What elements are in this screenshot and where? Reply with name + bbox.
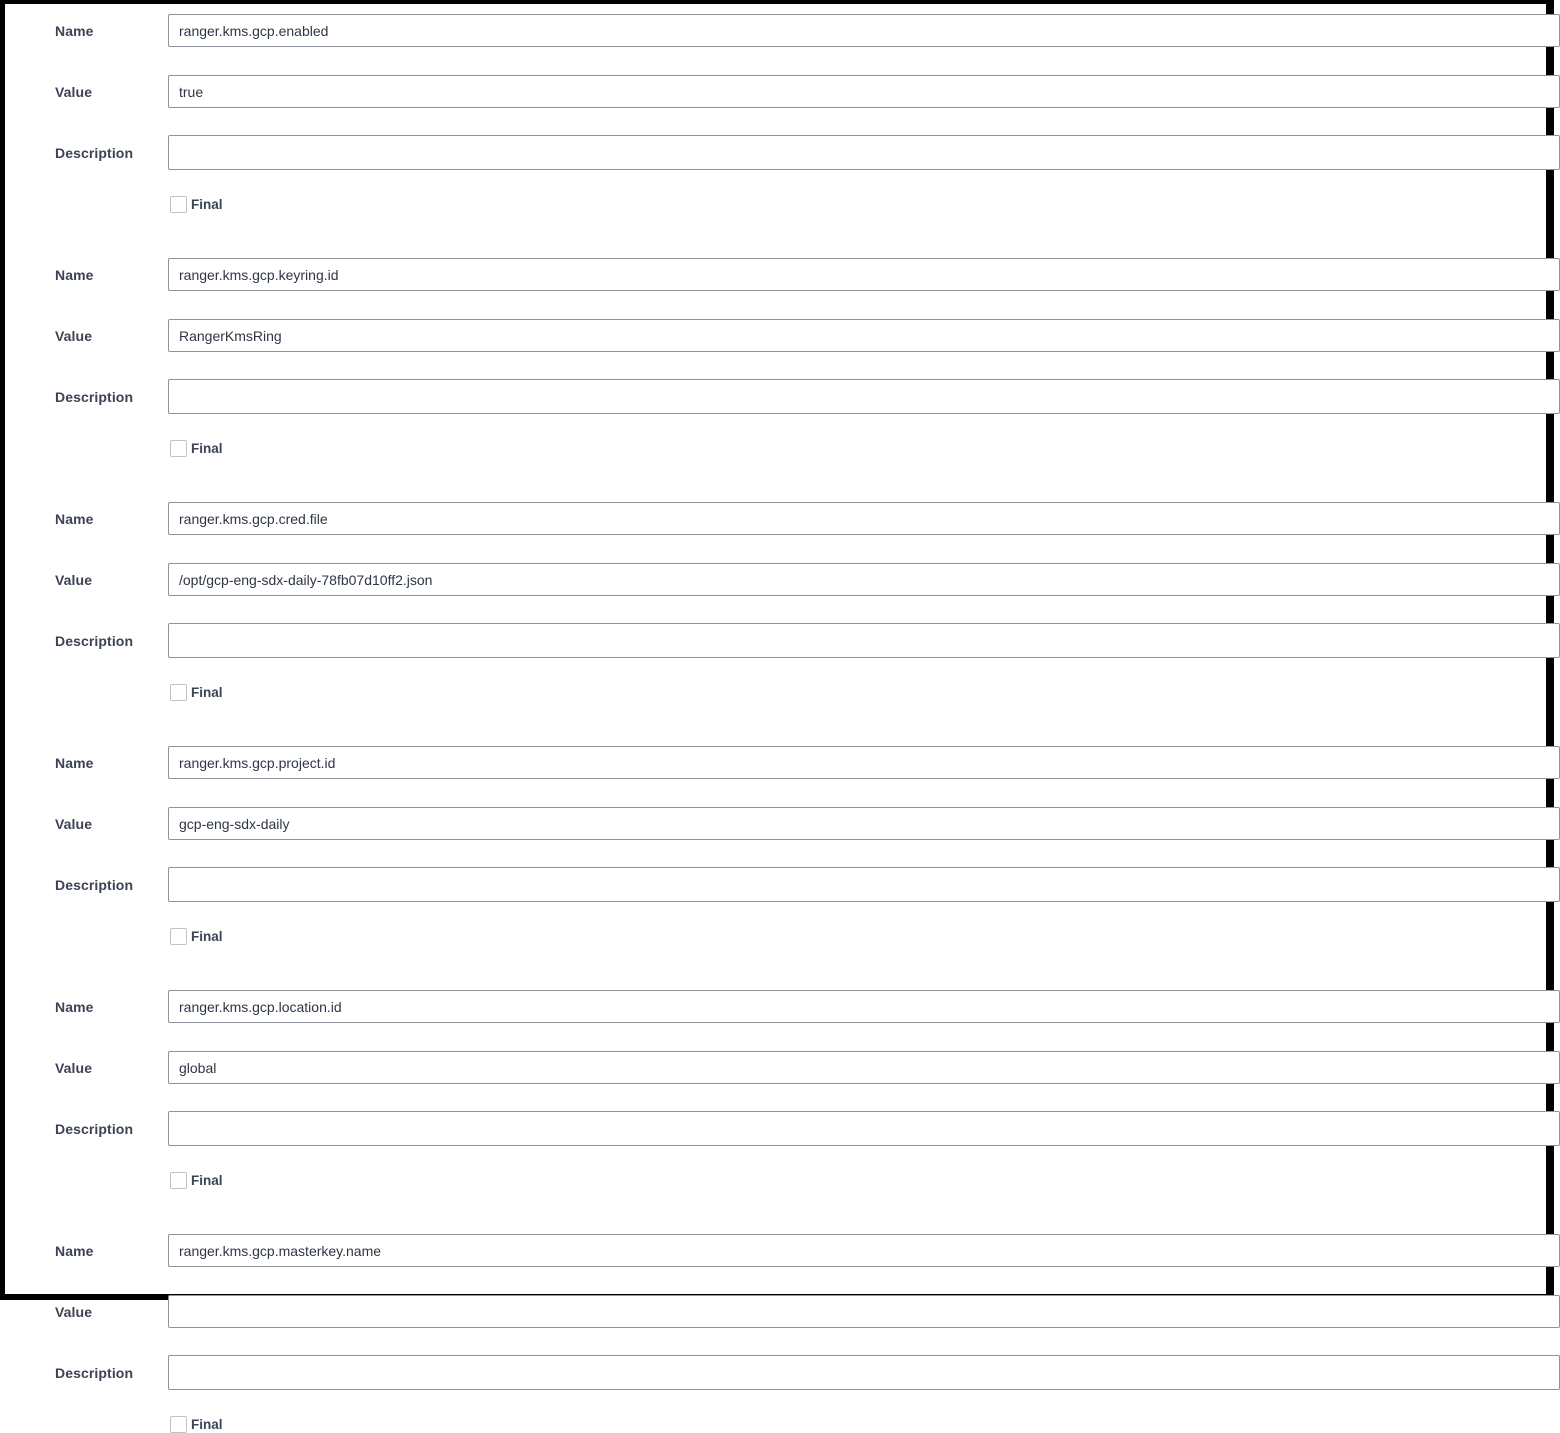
final-row [170, 1172, 1546, 1189]
value-row [5, 75, 1546, 108]
description-label: Description [55, 876, 134, 893]
description-row [5, 379, 1546, 414]
value-label: Value [55, 327, 93, 344]
value-row [5, 1295, 1546, 1328]
description-label: Description [55, 1120, 134, 1137]
value-label: Value [55, 571, 93, 588]
property-description-input[interactable] [168, 867, 1560, 902]
name-row [5, 990, 1546, 1023]
property-value-input[interactable] [168, 1295, 1560, 1328]
property-value-input[interactable] [168, 563, 1560, 596]
final-checkbox[interactable] [170, 684, 187, 701]
final-checkbox[interactable] [170, 1416, 187, 1433]
property-value-input[interactable] [168, 319, 1560, 352]
name-label: Name [55, 22, 94, 39]
property-name-input[interactable] [168, 746, 1560, 779]
description-row [5, 623, 1546, 658]
config-properties-form [5, 4, 1546, 1433]
final-row [170, 196, 1546, 213]
value-row [5, 807, 1546, 840]
description-label: Description [55, 1364, 134, 1381]
name-label: Name [55, 510, 94, 527]
property-description-input[interactable] [168, 135, 1560, 170]
description-label: Description [55, 632, 134, 649]
final-row [170, 440, 1546, 457]
final-checkbox[interactable] [170, 440, 187, 457]
final-checkbox-label: Final [191, 1173, 223, 1188]
description-label: Description [55, 388, 134, 405]
property-name-input[interactable] [168, 502, 1560, 535]
property-name-input[interactable] [168, 1234, 1560, 1267]
property-name-input[interactable] [168, 14, 1560, 47]
value-row [5, 319, 1546, 352]
final-checkbox[interactable] [170, 1172, 187, 1189]
description-row [5, 135, 1546, 170]
name-row [5, 746, 1546, 779]
final-checkbox-label: Final [191, 929, 223, 944]
config-entry [5, 258, 1546, 457]
value-label: Value [55, 83, 93, 100]
property-description-input[interactable] [168, 1111, 1560, 1146]
property-name-input[interactable] [168, 258, 1560, 291]
final-checkbox-label: Final [191, 1417, 223, 1432]
description-row [5, 867, 1546, 902]
name-row [5, 14, 1546, 47]
name-label: Name [55, 754, 94, 771]
property-description-input[interactable] [168, 1355, 1560, 1390]
final-checkbox-label: Final [191, 685, 223, 700]
final-checkbox-label: Final [191, 197, 223, 212]
description-row [5, 1111, 1546, 1146]
config-entry [5, 1234, 1546, 1433]
name-label: Name [55, 266, 94, 283]
final-row [170, 684, 1546, 701]
description-label: Description [55, 144, 134, 161]
name-label: Name [55, 998, 94, 1015]
property-name-input[interactable] [168, 990, 1560, 1023]
name-label: Name [55, 1242, 94, 1259]
name-row [5, 258, 1546, 291]
property-description-input[interactable] [168, 379, 1560, 414]
value-label: Value [55, 1303, 93, 1320]
value-row [5, 1051, 1546, 1084]
final-checkbox[interactable] [170, 928, 187, 945]
description-row [5, 1355, 1546, 1390]
value-label: Value [55, 815, 93, 832]
name-row [5, 502, 1546, 535]
property-value-input[interactable] [168, 807, 1560, 840]
value-row [5, 563, 1546, 596]
final-row [170, 1416, 1546, 1433]
name-row [5, 1234, 1546, 1267]
config-entry [5, 746, 1546, 945]
value-label: Value [55, 1059, 93, 1076]
config-entry [5, 14, 1546, 213]
property-value-input[interactable] [168, 1051, 1560, 1084]
final-checkbox-label: Final [191, 441, 223, 456]
property-value-input[interactable] [168, 75, 1560, 108]
final-row [170, 928, 1546, 945]
final-checkbox[interactable] [170, 196, 187, 213]
config-entry [5, 990, 1546, 1189]
property-description-input[interactable] [168, 623, 1560, 658]
config-entry [5, 502, 1546, 701]
